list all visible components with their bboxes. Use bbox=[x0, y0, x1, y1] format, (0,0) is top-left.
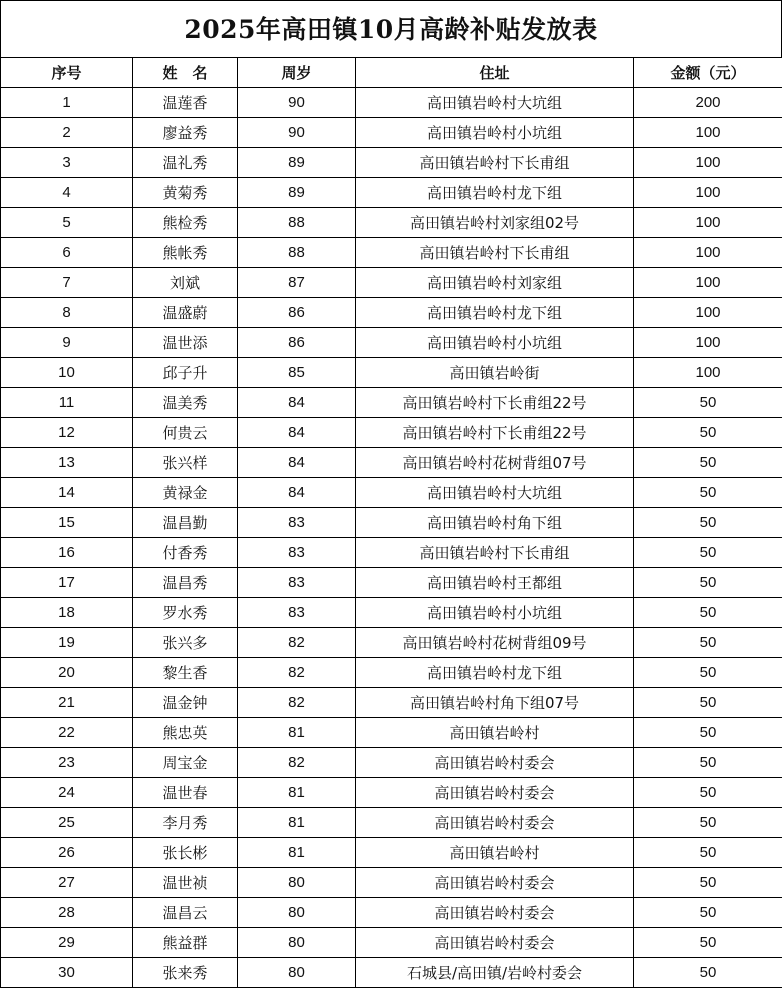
row-amount: 50 bbox=[634, 868, 782, 898]
row-seq: 26 bbox=[1, 838, 133, 868]
table-row bbox=[1, 538, 782, 568]
row-age: 80 bbox=[238, 958, 356, 988]
row-amount: 100 bbox=[634, 178, 782, 208]
row-name: 刘斌 bbox=[133, 268, 238, 298]
row-age: 82 bbox=[238, 688, 356, 718]
table-row bbox=[1, 958, 782, 988]
row-name: 廖益秀 bbox=[133, 118, 238, 148]
row-name: 温昌勤 bbox=[133, 508, 238, 538]
table-row bbox=[1, 628, 782, 658]
row-name: 邱子升 bbox=[133, 358, 238, 388]
row-seq: 10 bbox=[1, 358, 133, 388]
row-amount: 100 bbox=[634, 238, 782, 268]
row-amount: 50 bbox=[634, 688, 782, 718]
row-name: 温盛蔚 bbox=[133, 298, 238, 328]
row-address: 高田镇岩岭村小坑组 bbox=[356, 328, 634, 358]
table-row bbox=[1, 298, 782, 328]
row-amount: 50 bbox=[634, 928, 782, 958]
row-name: 何贵云 bbox=[133, 418, 238, 448]
row-address: 高田镇岩岭村花树背组09号 bbox=[356, 628, 634, 658]
row-age: 90 bbox=[238, 88, 356, 118]
table-row bbox=[1, 868, 782, 898]
row-amount: 50 bbox=[634, 838, 782, 868]
row-age: 86 bbox=[238, 328, 356, 358]
row-age: 82 bbox=[238, 628, 356, 658]
row-seq: 13 bbox=[1, 448, 133, 478]
row-seq: 20 bbox=[1, 658, 133, 688]
table-header bbox=[1, 58, 782, 88]
table-row bbox=[1, 478, 782, 508]
row-name: 张兴样 bbox=[133, 448, 238, 478]
row-address: 高田镇岩岭村下长甫组 bbox=[356, 238, 634, 268]
row-age: 90 bbox=[238, 118, 356, 148]
row-seq: 22 bbox=[1, 718, 133, 748]
row-address: 高田镇岩岭村刘家组 bbox=[356, 268, 634, 298]
row-address: 高田镇岩岭村龙下组 bbox=[356, 178, 634, 208]
row-amount: 50 bbox=[634, 598, 782, 628]
row-seq: 9 bbox=[1, 328, 133, 358]
row-age: 82 bbox=[238, 748, 356, 778]
row-amount: 50 bbox=[634, 448, 782, 478]
row-address: 高田镇岩岭村小坑组 bbox=[356, 598, 634, 628]
row-name: 罗水秀 bbox=[133, 598, 238, 628]
table-row bbox=[1, 508, 782, 538]
row-age: 83 bbox=[238, 508, 356, 538]
row-address: 高田镇岩岭村委会 bbox=[356, 748, 634, 778]
row-amount: 50 bbox=[634, 808, 782, 838]
row-seq: 1 bbox=[1, 88, 133, 118]
row-address: 高田镇岩岭村下长甫组22号 bbox=[356, 418, 634, 448]
row-address: 高田镇岩岭村龙下组 bbox=[356, 658, 634, 688]
row-seq: 7 bbox=[1, 268, 133, 298]
table-row bbox=[1, 928, 782, 958]
row-age: 83 bbox=[238, 598, 356, 628]
row-name: 温昌秀 bbox=[133, 568, 238, 598]
row-address: 高田镇岩岭村下长甫组 bbox=[356, 148, 634, 178]
row-seq: 3 bbox=[1, 148, 133, 178]
row-name: 温世祯 bbox=[133, 868, 238, 898]
table-row bbox=[1, 598, 782, 628]
table-row bbox=[1, 358, 782, 388]
header-seq: 序号 bbox=[1, 58, 133, 88]
row-name: 温金钟 bbox=[133, 688, 238, 718]
row-amount: 50 bbox=[634, 388, 782, 418]
row-age: 89 bbox=[238, 178, 356, 208]
table-row bbox=[1, 208, 782, 238]
row-name: 熊益群 bbox=[133, 928, 238, 958]
row-address: 高田镇岩岭村小坑组 bbox=[356, 118, 634, 148]
row-name: 熊帐秀 bbox=[133, 238, 238, 268]
row-address: 高田镇岩岭村角下组 bbox=[356, 508, 634, 538]
row-amount: 50 bbox=[634, 508, 782, 538]
row-seq: 30 bbox=[1, 958, 133, 988]
row-name: 温世添 bbox=[133, 328, 238, 358]
row-name: 李月秀 bbox=[133, 808, 238, 838]
row-seq: 23 bbox=[1, 748, 133, 778]
table-row bbox=[1, 778, 782, 808]
row-seq: 25 bbox=[1, 808, 133, 838]
row-address: 高田镇岩岭村 bbox=[356, 838, 634, 868]
header-address: 住址 bbox=[356, 58, 634, 88]
row-age: 86 bbox=[238, 298, 356, 328]
table-row bbox=[1, 88, 782, 118]
row-name: 温世春 bbox=[133, 778, 238, 808]
row-name: 温礼秀 bbox=[133, 148, 238, 178]
row-seq: 21 bbox=[1, 688, 133, 718]
subsidy-table bbox=[0, 57, 782, 988]
header-age: 周岁 bbox=[238, 58, 356, 88]
row-address: 高田镇岩岭村委会 bbox=[356, 868, 634, 898]
table-row bbox=[1, 178, 782, 208]
row-seq: 4 bbox=[1, 178, 133, 208]
row-address: 高田镇岩岭村大坑组 bbox=[356, 88, 634, 118]
row-address: 高田镇岩岭村委会 bbox=[356, 898, 634, 928]
table-row bbox=[1, 838, 782, 868]
row-address: 高田镇岩岭村花树背组07号 bbox=[356, 448, 634, 478]
row-amount: 50 bbox=[634, 538, 782, 568]
row-address: 高田镇岩岭村下长甫组22号 bbox=[356, 388, 634, 418]
row-address: 高田镇岩岭村刘家组02号 bbox=[356, 208, 634, 238]
row-age: 88 bbox=[238, 208, 356, 238]
row-amount: 50 bbox=[634, 718, 782, 748]
row-seq: 11 bbox=[1, 388, 133, 418]
header-row bbox=[1, 58, 782, 88]
table-row bbox=[1, 898, 782, 928]
row-amount: 50 bbox=[634, 778, 782, 808]
row-seq: 19 bbox=[1, 628, 133, 658]
row-seq: 24 bbox=[1, 778, 133, 808]
row-amount: 100 bbox=[634, 118, 782, 148]
row-seq: 18 bbox=[1, 598, 133, 628]
row-amount: 50 bbox=[634, 478, 782, 508]
row-address: 高田镇岩岭村 bbox=[356, 718, 634, 748]
row-address: 高田镇岩岭村王都组 bbox=[356, 568, 634, 598]
row-amount: 50 bbox=[634, 418, 782, 448]
table-row bbox=[1, 328, 782, 358]
row-amount: 100 bbox=[634, 268, 782, 298]
row-address: 高田镇岩岭村大坑组 bbox=[356, 478, 634, 508]
row-amount: 50 bbox=[634, 568, 782, 598]
row-age: 84 bbox=[238, 388, 356, 418]
row-amount: 100 bbox=[634, 328, 782, 358]
row-amount: 100 bbox=[634, 208, 782, 238]
row-amount: 200 bbox=[634, 88, 782, 118]
row-seq: 29 bbox=[1, 928, 133, 958]
row-name: 黎生香 bbox=[133, 658, 238, 688]
row-name: 张来秀 bbox=[133, 958, 238, 988]
row-address: 高田镇岩岭村角下组07号 bbox=[356, 688, 634, 718]
table-row bbox=[1, 388, 782, 418]
table-row bbox=[1, 688, 782, 718]
row-amount: 50 bbox=[634, 958, 782, 988]
row-age: 85 bbox=[238, 358, 356, 388]
row-name: 付香秀 bbox=[133, 538, 238, 568]
table-row bbox=[1, 268, 782, 298]
page-title: 2025年高田镇10月高龄补贴发放表 bbox=[0, 0, 782, 57]
row-age: 84 bbox=[238, 418, 356, 448]
row-age: 89 bbox=[238, 148, 356, 178]
table-row bbox=[1, 748, 782, 778]
row-seq: 2 bbox=[1, 118, 133, 148]
row-address: 高田镇岩岭村下长甫组 bbox=[356, 538, 634, 568]
row-amount: 50 bbox=[634, 748, 782, 778]
row-amount: 100 bbox=[634, 298, 782, 328]
row-amount: 50 bbox=[634, 628, 782, 658]
row-seq: 8 bbox=[1, 298, 133, 328]
table-row bbox=[1, 718, 782, 748]
row-name: 张兴多 bbox=[133, 628, 238, 658]
row-age: 83 bbox=[238, 568, 356, 598]
table-row bbox=[1, 238, 782, 268]
row-age: 81 bbox=[238, 718, 356, 748]
row-seq: 16 bbox=[1, 538, 133, 568]
row-age: 81 bbox=[238, 808, 356, 838]
table-body bbox=[1, 88, 782, 988]
row-address: 高田镇岩岭街 bbox=[356, 358, 634, 388]
header-name: 姓 名 bbox=[133, 58, 238, 88]
row-name: 张长彬 bbox=[133, 838, 238, 868]
row-age: 83 bbox=[238, 538, 356, 568]
row-amount: 50 bbox=[634, 898, 782, 928]
row-address: 高田镇岩岭村委会 bbox=[356, 808, 634, 838]
row-age: 80 bbox=[238, 868, 356, 898]
row-age: 80 bbox=[238, 898, 356, 928]
row-seq: 5 bbox=[1, 208, 133, 238]
row-amount: 50 bbox=[634, 658, 782, 688]
row-amount: 100 bbox=[634, 148, 782, 178]
row-amount: 100 bbox=[634, 358, 782, 388]
table-row bbox=[1, 148, 782, 178]
row-name: 熊检秀 bbox=[133, 208, 238, 238]
row-seq: 15 bbox=[1, 508, 133, 538]
row-name: 温昌云 bbox=[133, 898, 238, 928]
row-address: 石城县/高田镇/岩岭村委会 bbox=[356, 958, 634, 988]
row-address: 高田镇岩岭村龙下组 bbox=[356, 298, 634, 328]
row-age: 87 bbox=[238, 268, 356, 298]
row-address: 高田镇岩岭村委会 bbox=[356, 928, 634, 958]
row-age: 81 bbox=[238, 778, 356, 808]
row-age: 84 bbox=[238, 478, 356, 508]
row-name: 周宝金 bbox=[133, 748, 238, 778]
table-row bbox=[1, 418, 782, 448]
row-age: 80 bbox=[238, 928, 356, 958]
table-row bbox=[1, 568, 782, 598]
row-seq: 14 bbox=[1, 478, 133, 508]
row-age: 84 bbox=[238, 448, 356, 478]
row-seq: 6 bbox=[1, 238, 133, 268]
row-seq: 27 bbox=[1, 868, 133, 898]
table-row bbox=[1, 658, 782, 688]
table-row bbox=[1, 808, 782, 838]
row-name: 黄禄金 bbox=[133, 478, 238, 508]
header-amount: 金额（元） bbox=[634, 58, 782, 88]
row-name: 温莲香 bbox=[133, 88, 238, 118]
row-age: 81 bbox=[238, 838, 356, 868]
row-age: 88 bbox=[238, 238, 356, 268]
row-name: 温美秀 bbox=[133, 388, 238, 418]
row-name: 熊忠英 bbox=[133, 718, 238, 748]
row-name: 黄菊秀 bbox=[133, 178, 238, 208]
row-address: 高田镇岩岭村委会 bbox=[356, 778, 634, 808]
row-age: 82 bbox=[238, 658, 356, 688]
row-seq: 28 bbox=[1, 898, 133, 928]
row-seq: 12 bbox=[1, 418, 133, 448]
table-row bbox=[1, 448, 782, 478]
row-seq: 17 bbox=[1, 568, 133, 598]
table-row bbox=[1, 118, 782, 148]
